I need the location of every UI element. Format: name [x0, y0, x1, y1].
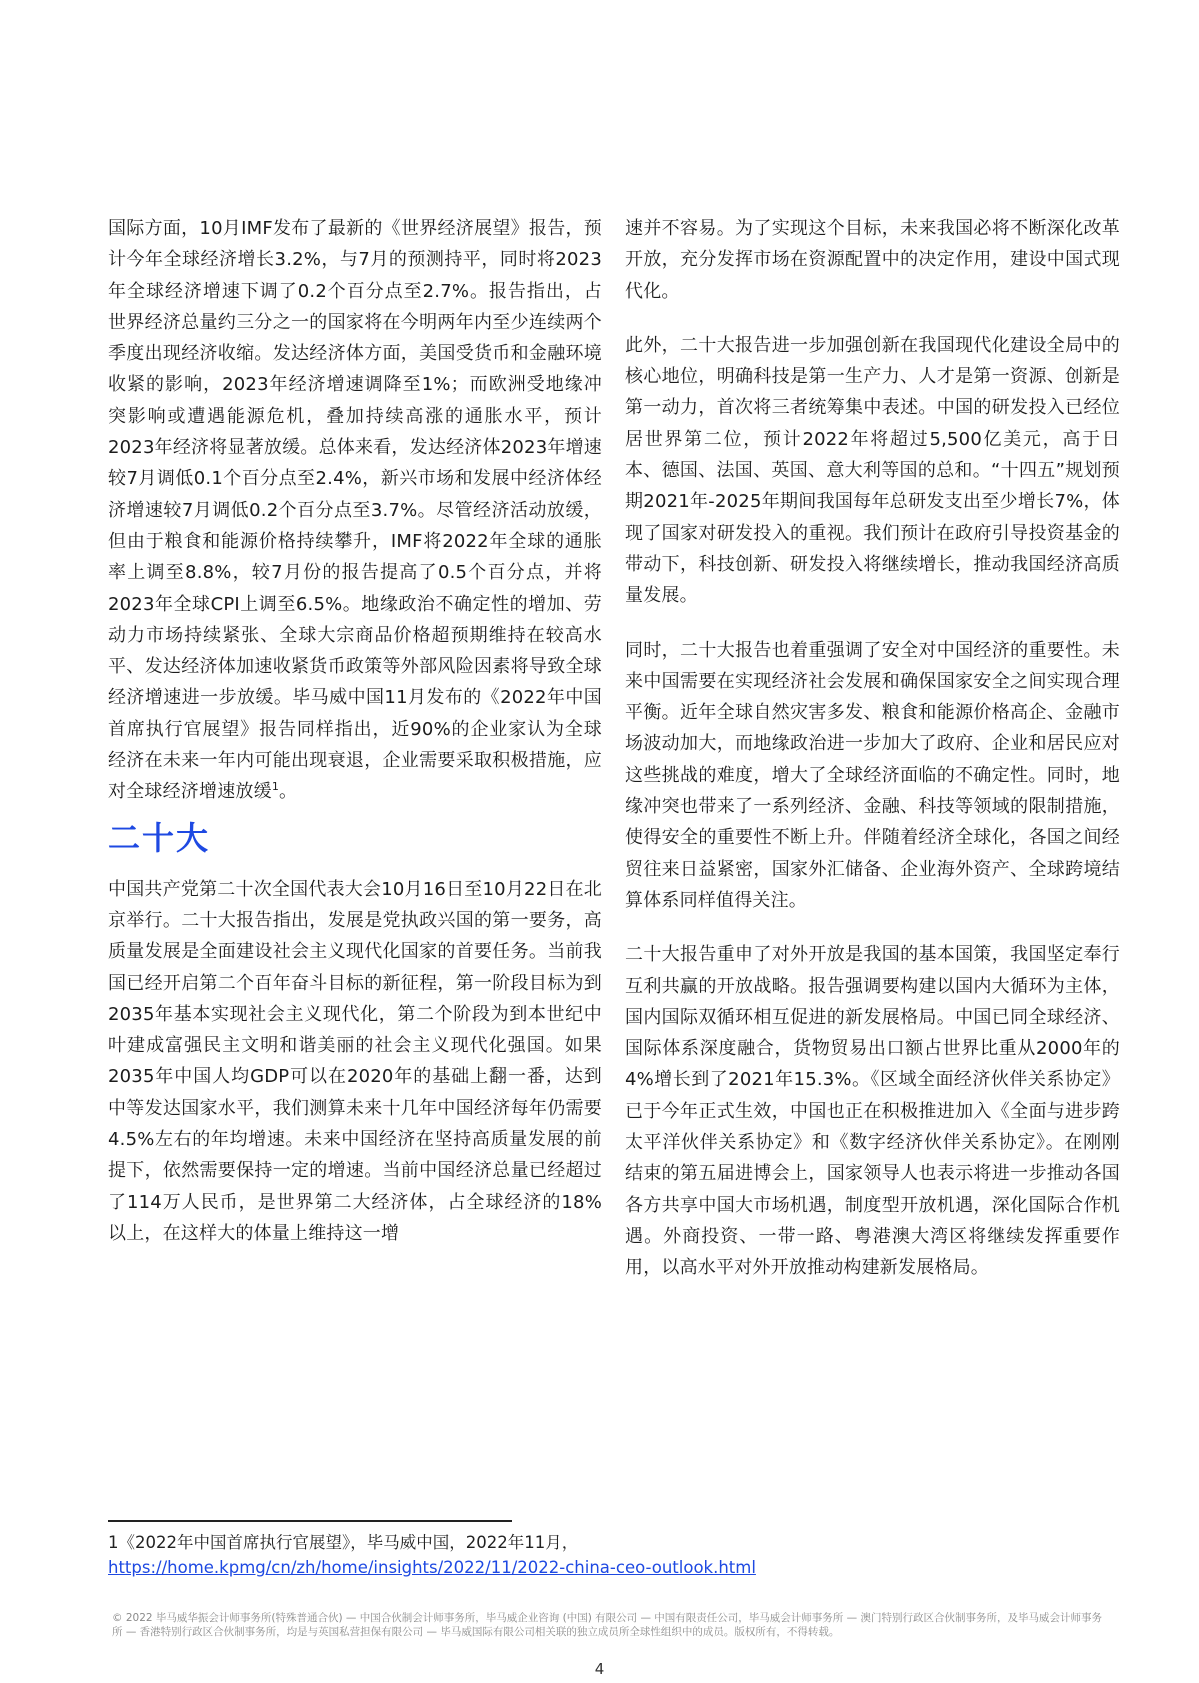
- paragraph-global-economy: 国际方面，10月IMF发布了最新的《世界经济展望》报告，预计今年全球经济增长3.2%，与7月的预测持平，同时将2023年全球经济增速下调了0.2个百分点至2.7%。报告指出，占世界经济总量约三分之一的国家将在今明两年内至少连续两个季度出现经济收缩。发达经济体方面，美国受货币和金融环境收紧的影响，2023年经济增速调降至1%；而欧洲受地缘冲突影响或遭遇能源危机，叠加持续高涨的通胀水平，预计2023年经济将显著放缓。总体来看，发达经济体2023年增速较7月调低0.1个百分点至2.4%，新兴市场和发展中经济体经济增速较7月调低0.2个百分点至3.7%。尽管经济活动放缓，但由于粮食和能源价格持续攀升，IMF将2022年全球的通胀率上调至8.8%，较7月份的报告提高了0.5个百分点，并将2023年全球CPI上调至6.5%。地缘政治不确定性的增加、劳动力市场持续紧张、全球大宗商品价格超预期维持在较高水平、发达经济体加速收紧货币政策等外部风险因素将导致全球经济增速进一步放缓。毕马威中国11月发布的《2022年中国首席执行官展望》报告同样指出，近90%的企业家认为全球经济在未来一年内可能出现衰退，企业需要采取积极措施，应对全球经济增速放缓$^1$。: [108, 218, 602, 803]
- footnote: [108, 1530, 756, 1580]
- left-column: [108, 213, 602, 1249]
- copyright-notice: © 2022 毕马威华振会计师事务所(特殊普通合伙) — 中国合伙制会计师事务所，毕马威企业咨询 (中国) 有限公司 — 中国有限责任公司，毕马威会计师事务所 — 澳门特别行政区合伙制事务所，及毕马威会计师事务所 — 香港特别行政区合伙制事务所，均是与英国私营担保有限公司 — 毕马威国际有限公司相关联的独立成员所全球性组织中的成员。版权所有，不得转载。: [112, 1612, 1102, 1638]
- footnote-text: 1《2022年中国首席执行官展望》，毕马威中国，2022年11月，: [108, 1533, 579, 1552]
- paragraph-innovation: 此外，二十大报告进一步加强创新在我国现代化建设全局中的核心地位，明确科技是第一生产力、人才是第一资源、创新是第一动力，首次将三者统筹集中表述。中国的研发投入已经位居世界第二位，预计2022年将超过5,500亿美元，高于日本、德国、法国、英国、意大利等国的总和。“十四五”规划预期2021年-2025年期间我国每年总研发支出至少增长7%，体现了国家对研发投入的重视。我们预计在政府引导投资基金的带动下，科技创新、研发投入将继续增长，推动我国经济高质量发展。: [625, 334, 1120, 607]
- footnote-ref[interactable]: 1: [271, 780, 280, 794]
- paragraph-growth-continuation: 速并不容易。为了实现这个目标，未来我国必将不断深化改革开放，充分发挥市场在资源配置中的决定作用，建设中国式现代化。: [625, 218, 1120, 302]
- footnote-link[interactable]: https://home.kpmg/cn/zh/home/insights/2022/11/2022-china-ceo-outlook.html: [108, 1558, 756, 1577]
- page-number: 4: [594, 1660, 605, 1678]
- footnote-divider: [108, 1520, 512, 1522]
- section-heading: 二十大: [108, 818, 211, 857]
- paragraph-opening-up: 二十大报告重申了对外开放是我国的基本国策，我国坚定奉行互利共赢的开放战略。报告强调要构建以国内大循环为主体，国内国际双循环相互促进的新发展格局。中国已同全球经济、国际体系深度融合，货物贸易出口额占世界比重从2000年的4%增长到了2021年15.3%。《区域全面经济伙伴关系协定》已于今年正式生效，中国也正在积极推进加入《全面与进步跨太平洋伙伴关系协定》和《数字经济伙伴关系协定》。在刚刚结束的第五届进博会上，国家领导人也表示将进一步推动各国各方共享中国大市场机遇，制度型开放机遇，深化国际合作机遇。外商投资、一带一路、粤港澳大湾区将继续发挥重要作用，以高水平对外开放推动构建新发展格局。: [625, 944, 1120, 1279]
- paragraph-party-congress: 中国共产党第二十次全国代表大会10月16日至10月22日在北京举行。二十大报告指出，发展是党执政兴国的第一要务，高质量发展是全面建设社会主义现代化国家的首要任务。当前我国已经开启第二个百年奋斗目标的新征程，第一阶段目标为到2035年基本实现社会主义现代化，第二个阶段为到本世纪中叶建成富强民主文明和谐美丽的社会主义现代化强国。如果2035年中国人均GDP可以在2020年的基础上翻一番，达到中等发达国家水平，我们测算未来十几年中国经济每年仍需要4.5%左右的年均增速。未来中国经济在坚持高质量发展的前提下，依然需要保持一定的增速。当前中国经济总量已经超过了114万人民币，是世界第二大经济体，占全球经济的18%以上，在这样大的体量上维持这一增: [108, 878, 602, 1244]
- paragraph-security: 同时，二十大报告也着重强调了安全对中国经济的重要性。未来中国需要在实现经济社会发展和确保国家安全之间实现合理平衡。近年全球自然灾害多发、粮食和能源价格高企、金融市场波动加大，而地缘政治进一步加大了政府、企业和居民应对这些挑战的难度，增大了全球经济面临的不确定性。同时，地缘冲突也带来了一系列经济、金融、科技等领域的限制措施，使得安全的重要性不断上升。伴随着经济全球化，各国之间经贸往来日益紧密，国家外汇储备、企业海外资产、全球跨境结算体系同样值得关注。: [625, 639, 1120, 911]
- right-column: [625, 213, 1120, 1307]
